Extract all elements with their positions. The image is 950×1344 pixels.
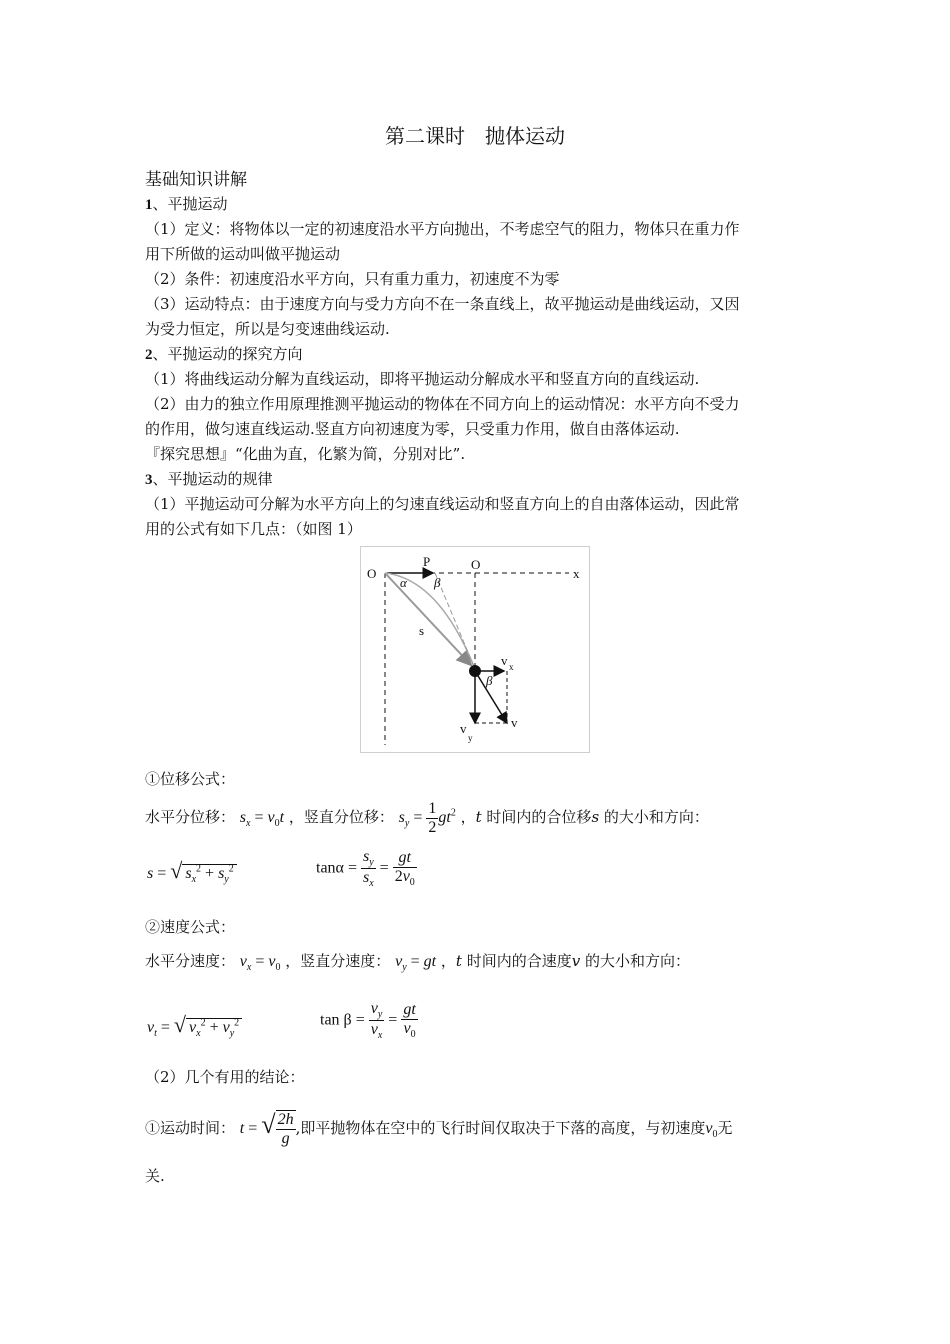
projectile-diagram [361,547,589,752]
s1-definition-line-2: 用下所做的运动叫做平抛运动 [145,245,341,263]
flight-time-end: 关. [145,1167,165,1185]
displacement-arrow [385,573,471,665]
displacement-heading: ①位移公式： [145,770,236,788]
label-vx-sub: x [509,662,514,672]
page-title: 第二课时 抛体运动 [385,124,565,148]
section-2-title: 、平抛运动的探究方向 [152,345,303,363]
flight-time-line: ①运动时间： t = √ $\frac{2h}{g}$ ,即平抛物体在空中的飞行时间仅取决于下落的高度，与初速度$v_0$无 [145,1110,733,1148]
s2-idea: 『探究思想』“化曲为直，化繁为简，分别对比”. [145,445,466,463]
section-1-number: 1 [145,197,153,213]
label-vx: v [501,653,508,668]
s1-definition-line-1: （1）定义：将物体以一定的初速度沿水平方向抛出，不考虑空气的阻力，物体只在重力作 [145,220,740,238]
s2-point-2-line-2: 的作用，做匀速直线运动.竖直方向初速度为零，只受重力作用，做自由落体运动. [145,420,680,438]
s-magnitude-formula: s = √ $s_x^2 + s_y^2$ [147,858,237,885]
label-beta-top: β [434,575,441,590]
label-vy: v [460,721,467,736]
tangent-line [435,573,475,669]
label-v: v [511,715,518,730]
flight-time-label: ①运动时间： [145,1119,236,1137]
displacement-line: 水平分位移： $s_x = v_0t$ ，竖直分位移： $s_y$ = $\frac{1}{2}$ $gt^2$ ，t 时间内的合位移s 的大小和方向： [145,800,709,836]
label-alpha: α [400,575,407,590]
horizontal-velocity-label: 水平分速度： [145,952,236,970]
s1-condition: （2）条件：初速度沿水平方向，只有重力重力，初速度不为零 [145,270,560,288]
section-heading: 基础知识讲解 [145,170,247,190]
projectile-figure [360,546,590,753]
vy-formula: $v_y$ = gt [395,953,437,974]
label-vy-sub: y [468,733,473,743]
section-3-heading [145,468,273,489]
vx-formula: $v_x = v_0$ [239,953,281,974]
vertical-displacement-label: ，竖直分位移： [288,808,394,827]
label-beta-bottom: β [486,673,493,688]
horizontal-displacement-label: 水平分位移： [145,808,236,827]
s2-point-2-line-1: （2）由力的独立作用原理推测平抛运动的物体在不同方向上的运动情况：水平方向不受力 [145,395,740,413]
section-2-heading [145,343,303,364]
section-1-title: 、平抛运动 [152,195,228,213]
v-magnitude-formula: $v_t$ = √ $v_x^2 + v_y^2$ [147,1012,242,1039]
s1-feature-line-2: 为受力恒定，所以是匀变速曲线运动. [145,320,390,338]
label-o2: O [471,557,481,572]
conclusions-heading: （2）几个有用的结论： [145,1068,305,1086]
flight-time-text: ,即平抛物体在空中的飞行时间仅取决于下落的高度，与初速度 [295,1119,706,1137]
section-3-number: 3 [145,472,153,488]
tan-beta-formula: tan β = $\frac{v_y}{v_x}$ = $\frac{gt}{v_0}$ [320,1000,416,1042]
s3-point-1-line-1: （1）平抛运动可分解为水平方向上的匀速直线运动和竖直方向上的自由落体运动，因此常 [145,495,740,513]
label-o1: O [367,566,377,581]
label-x: x [573,566,580,581]
velocity-heading: ②速度公式： [145,918,236,936]
s2-point-1: （1）将曲线运动分解为直线运动，即将平抛运动分解成水平和竖直方向的直线运动. [145,370,700,388]
sx-formula: $s_x = v_0t$ [239,809,285,830]
section-1-heading [145,193,228,214]
section-3-title: 、平抛运动的规律 [152,470,273,488]
s3-point-1-line-2: 用的公式有如下几点：（如图 1） [145,520,362,538]
vertical-velocity-label: ，竖直分速度： [285,952,391,970]
sy-formula: $s_y$ = $\frac{1}{2}$ $gt^2$ [398,800,456,836]
section-2-number: 2 [145,347,153,363]
s1-feature-line-1: （3）运动特点：由于速度方向与受力方向不在一条直线上，故平抛运动是曲线运动，又因 [145,295,740,313]
label-s: s [419,623,425,638]
tan-alpha-formula: tanα = $\frac{s_y}{s_x}$ = $\frac{gt}{2v_0}$ [316,848,415,890]
flight-time-formula: t = √ $\frac{2h}{g}$ [239,1110,294,1148]
label-p: P [423,554,431,569]
velocity-line: 水平分速度： $v_x = v_0$ ，竖直分速度： $v_y$ = gt ，t 时间内的合速度v 的大小和方向： [145,952,690,974]
